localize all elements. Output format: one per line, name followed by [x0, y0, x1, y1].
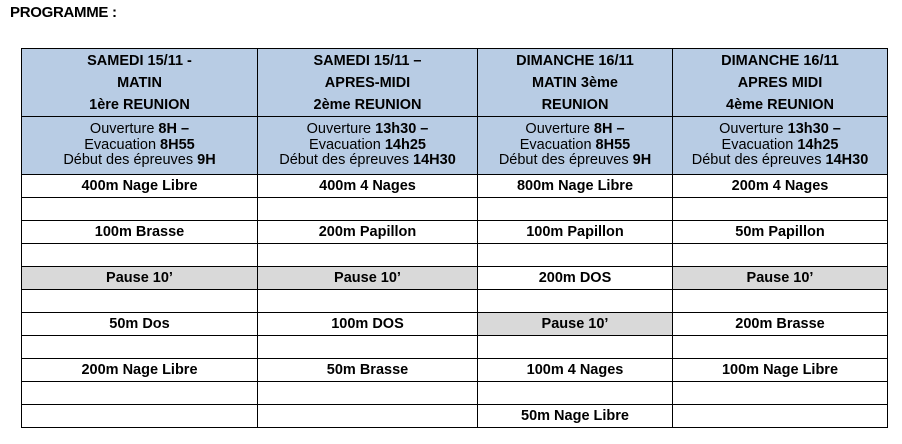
session-period: APRES MIDI [737, 74, 823, 91]
session-period: MATIN 3ème [532, 74, 618, 91]
event-cell: 200m Nage Libre [22, 359, 258, 382]
empty-cell [258, 336, 478, 359]
event-cell: 200m 4 Nages [673, 175, 888, 198]
header-row [22, 49, 888, 117]
empty-cell [673, 336, 888, 359]
session-period: APRES-MIDI [324, 74, 411, 91]
table-row [22, 313, 888, 336]
event-cell: 800m Nage Libre [478, 175, 673, 198]
table-row [22, 267, 888, 290]
session-header [478, 49, 673, 117]
empty-cell [258, 198, 478, 221]
empty-cell [478, 244, 673, 267]
event-cell: 100m Brasse [22, 221, 258, 244]
pause-cell: Pause 10’ [22, 267, 258, 290]
timing-row [22, 117, 888, 175]
table-row [22, 175, 888, 198]
table-row [22, 405, 888, 428]
session-header [22, 49, 258, 117]
event-cell: 100m 4 Nages [478, 359, 673, 382]
empty-cell [478, 382, 673, 405]
pause-cell: Pause 10’ [478, 313, 673, 336]
session-day: SAMEDI 15/11 – [313, 52, 422, 69]
opening-time: Ouverture 13h30 – [719, 121, 841, 138]
session-meeting: 1ère REUNION [89, 96, 190, 113]
session-meeting: 4ème REUNION [726, 96, 834, 113]
empty-cell [22, 382, 258, 405]
event-cell: 50m Nage Libre [478, 405, 673, 428]
empty-cell [22, 290, 258, 313]
event-cell: 200m Brasse [673, 313, 888, 336]
empty-cell [673, 244, 888, 267]
empty-cell [478, 198, 673, 221]
session-timing [673, 117, 888, 175]
empty-cell [478, 290, 673, 313]
table-row [22, 221, 888, 244]
table-row [22, 359, 888, 382]
empty-cell [22, 244, 258, 267]
page-title: PROGRAMME : [10, 4, 117, 21]
empty-cell [673, 382, 888, 405]
empty-cell [673, 198, 888, 221]
session-timing [478, 117, 673, 175]
event-cell: 100m DOS [258, 313, 478, 336]
empty-cell [673, 290, 888, 313]
empty-cell [673, 405, 888, 428]
session-day: SAMEDI 15/11 - [87, 52, 192, 69]
evacuation-time: Evacuation 14h25 [721, 136, 839, 153]
opening-time: Ouverture 8H – [89, 121, 190, 138]
session-day: DIMANCHE 16/11 [721, 52, 839, 69]
session-period: MATIN [117, 74, 162, 91]
session-meeting: 2ème REUNION [313, 96, 422, 113]
event-cell: 50m Dos [22, 313, 258, 336]
pause-cell: Pause 10’ [258, 267, 478, 290]
session-timing [258, 117, 478, 175]
opening-time: Ouverture 8H – [525, 121, 625, 138]
event-cell: 400m Nage Libre [22, 175, 258, 198]
start-time: Début des épreuves 14H30 [279, 152, 456, 169]
session-header [258, 49, 478, 117]
programme-table [21, 48, 888, 428]
event-cell: 200m DOS [478, 267, 673, 290]
event-cell: 50m Brasse [258, 359, 478, 382]
empty-cell [478, 336, 673, 359]
start-time: Début des épreuves 9H [63, 152, 216, 169]
table-row [22, 336, 888, 359]
table-row [22, 244, 888, 267]
empty-cell [22, 405, 258, 428]
start-time: Début des épreuves 14H30 [691, 152, 869, 169]
event-cell: 400m 4 Nages [258, 175, 478, 198]
pause-cell: Pause 10’ [673, 267, 888, 290]
empty-cell [22, 198, 258, 221]
evacuation-time: Evacuation 8H55 [84, 136, 195, 153]
session-header [673, 49, 888, 117]
table-row [22, 382, 888, 405]
events-body [22, 175, 888, 428]
event-cell: 100m Papillon [478, 221, 673, 244]
evacuation-time: Evacuation 8H55 [519, 136, 631, 153]
event-cell: 200m Papillon [258, 221, 478, 244]
opening-time: Ouverture 13h30 – [306, 121, 429, 138]
empty-cell [258, 290, 478, 313]
session-day: DIMANCHE 16/11 [516, 52, 634, 69]
empty-cell [258, 244, 478, 267]
event-cell: 100m Nage Libre [673, 359, 888, 382]
table-row [22, 290, 888, 313]
table-row [22, 198, 888, 221]
empty-cell [258, 405, 478, 428]
evacuation-time: Evacuation 14h25 [309, 136, 426, 153]
empty-cell [258, 382, 478, 405]
session-meeting: REUNION [541, 96, 609, 113]
event-cell: 50m Papillon [673, 221, 888, 244]
start-time: Début des épreuves 9H [498, 152, 652, 169]
empty-cell [22, 336, 258, 359]
session-timing [22, 117, 258, 175]
